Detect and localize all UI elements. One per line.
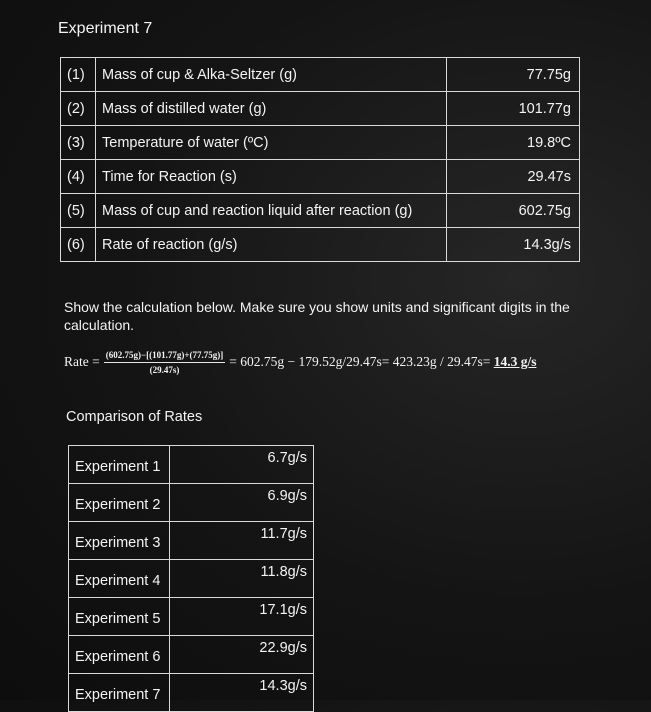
- row-label: Rate of reaction (g/s): [96, 228, 447, 262]
- row-label: Temperature of water (ºC): [96, 126, 447, 160]
- comparison-title: Comparison of Rates: [66, 409, 203, 425]
- formula-lhs: Rate =: [64, 354, 100, 369]
- experiment-data-table: [60, 57, 580, 262]
- comparison-table: [68, 445, 314, 712]
- row-number: (1): [61, 58, 96, 92]
- experiment-label: Experiment 5: [69, 598, 170, 636]
- row-value: 77.75g: [447, 58, 580, 92]
- table-row: [61, 126, 580, 160]
- experiment-rate: 14.3g/s: [170, 674, 314, 712]
- experiment-label: Experiment 7: [69, 674, 170, 712]
- table-row: [61, 58, 580, 92]
- row-number: (4): [61, 160, 96, 194]
- table-row: [69, 598, 314, 636]
- table-row: [69, 636, 314, 674]
- table-row: [69, 484, 314, 522]
- row-label: Mass of cup & Alka-Seltzer (g): [96, 58, 447, 92]
- table-row: [69, 446, 314, 484]
- row-number: (5): [61, 194, 96, 228]
- experiment-rate: 6.7g/s: [170, 446, 314, 484]
- experiment-rate: 22.9g/s: [170, 636, 314, 674]
- formula-result: 14.3 g/s: [493, 354, 537, 369]
- row-value: 29.47s: [447, 160, 580, 194]
- table-row: [61, 228, 580, 262]
- calculation-instructions: Show the calculation below. Make sure you show units and significant digits in the calculation.: [64, 299, 570, 333]
- table-row: [61, 160, 580, 194]
- table-row: [69, 522, 314, 560]
- experiment-rate: 11.7g/s: [170, 522, 314, 560]
- row-value: 19.8ºC: [447, 126, 580, 160]
- experiment-rate: 6.9g/s: [170, 484, 314, 522]
- experiment-label: Experiment 4: [69, 560, 170, 598]
- formula-fraction: [104, 350, 225, 375]
- table-row: [61, 92, 580, 126]
- rate-calculation: [64, 344, 536, 380]
- formula-rhs: = 602.75g − 179.52g/29.47s= 423.23g / 29.47s=: [229, 354, 491, 369]
- experiment-rate: 17.1g/s: [170, 598, 314, 636]
- row-value: 14.3g/s: [447, 228, 580, 262]
- experiment-label: Experiment 6: [69, 636, 170, 674]
- row-number: (2): [61, 92, 96, 126]
- experiment-label: Experiment 1: [69, 446, 170, 484]
- page-title: Experiment 7: [58, 20, 153, 37]
- table-row: [61, 194, 580, 228]
- formula-numerator: (602.75g)−[(101.77g)+(77.75g)]: [104, 350, 225, 363]
- row-value: 101.77g: [447, 92, 580, 126]
- row-number: (3): [61, 126, 96, 160]
- experiment-label: Experiment 2: [69, 484, 170, 522]
- row-label: Mass of distilled water (g): [96, 92, 447, 126]
- row-label: Time for Reaction (s): [96, 160, 447, 194]
- table-row: [69, 560, 314, 598]
- experiment-rate: 11.8g/s: [170, 560, 314, 598]
- table-row: [69, 674, 314, 712]
- experiment-label: Experiment 3: [69, 522, 170, 560]
- row-value: 602.75g: [447, 194, 580, 228]
- formula-denominator: (29.47s): [149, 364, 180, 375]
- row-label: Mass of cup and reaction liquid after reaction (g): [96, 194, 447, 228]
- row-number: (6): [61, 228, 96, 262]
